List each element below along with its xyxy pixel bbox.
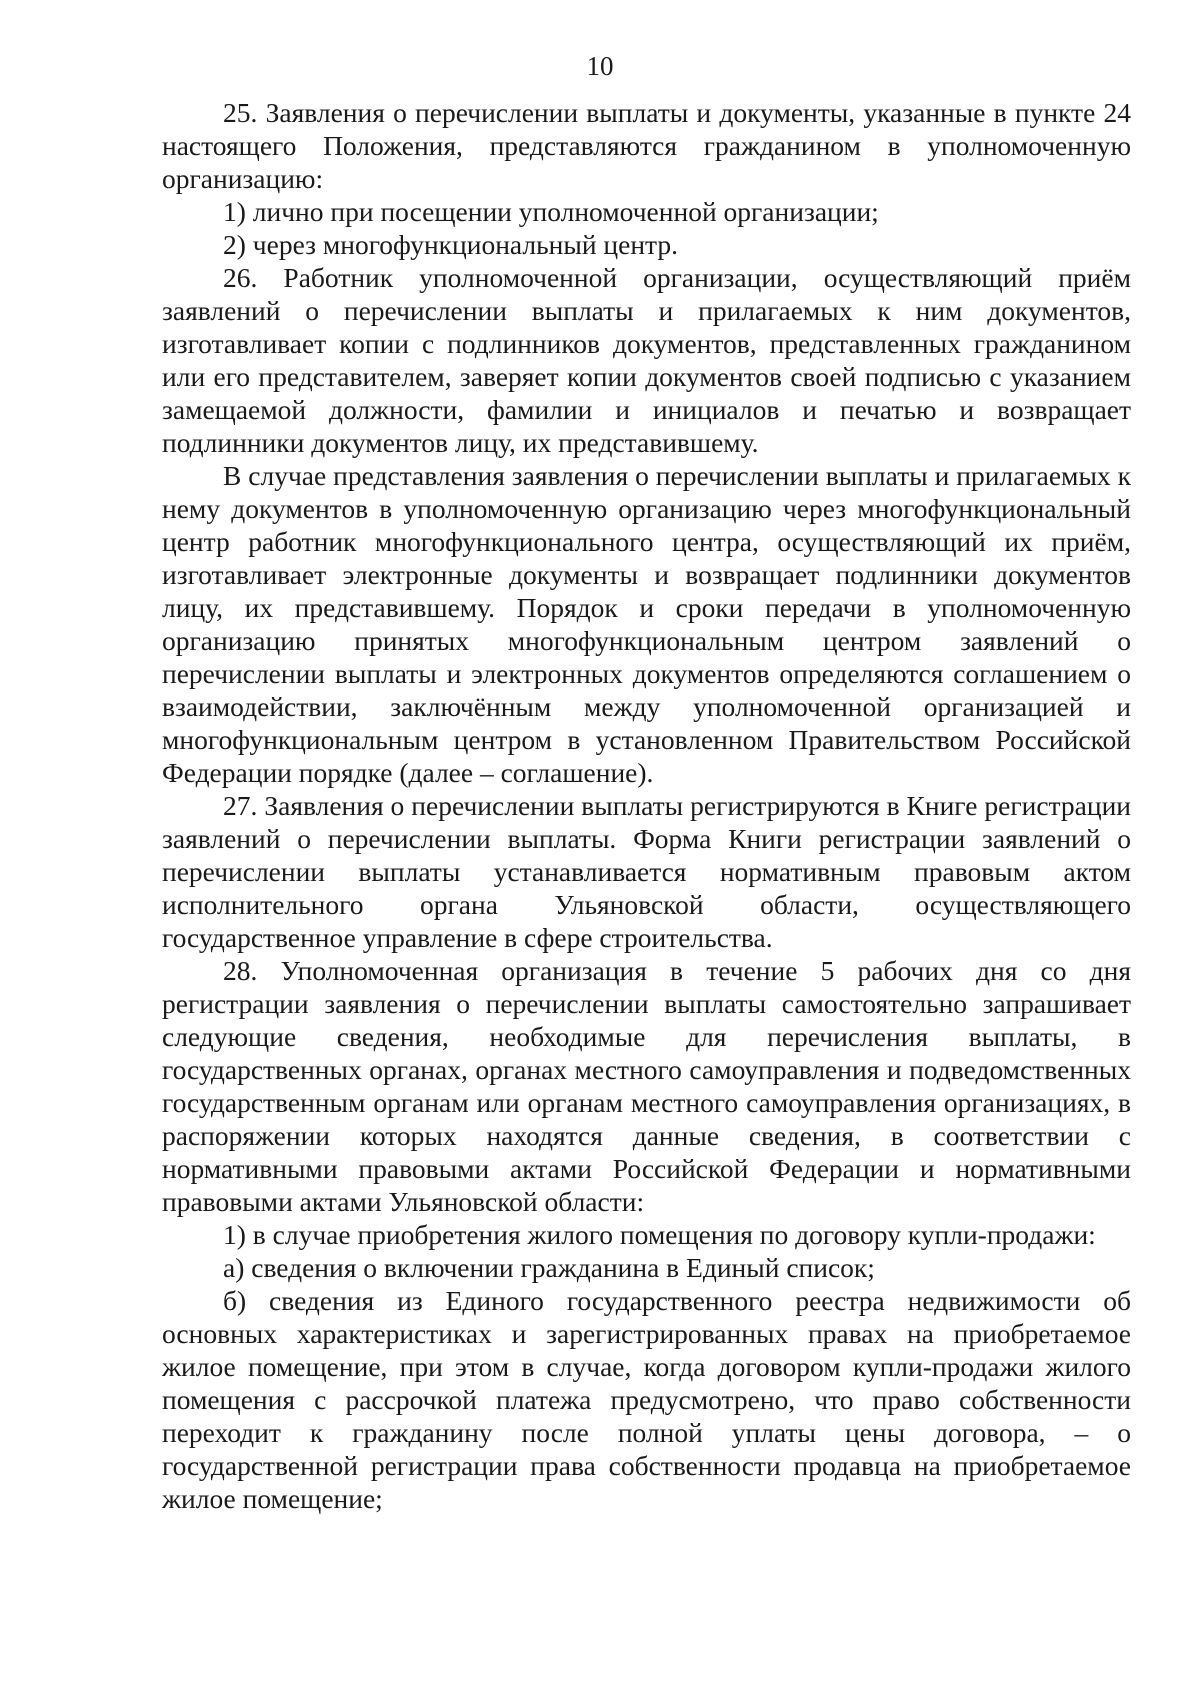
page-number: 10 bbox=[586, 51, 614, 81]
document-body bbox=[162, 96, 1131, 1515]
subitem-b: б) сведения из Единого государственного реестра недвижимости об основных характеристиках и зарегистрированных правах на приобретаемое жилое помещение, при этом в случае, когда договором купли-продажи жилого помещения с рассрочкой платежа предусмотрено, что право собственности переходит к гражданину после полной уплаты цены договора, – о государственной регистрации права собственности продавца на приобретаемое жилое помещение; bbox=[162, 1285, 1131, 1514]
paragraph-26-mfc: В случае представления заявления о перечислении выплаты и прилагаемых к нему документов в уполномоченную организацию через многофункциональный центр работник многофункционального центра, осуществляющий их приём, изготавливает электронные документы и возвращает подлинники документов лицу, их представившему. Порядок и сроки передачи в уполномоченную организацию принятых многофункциональным центром заявлений о перечислении выплаты и электронных документов определяются соглашением о взаимодействии, заключённым между уполномоченной организацией и многофункциональным центром в установленном Правительством Российской Федерации порядке (далее – соглашение). bbox=[162, 460, 1131, 788]
paragraph-26: 26. Работник уполномоченной организации, осуществляющий приём заявлений о перечислении выплаты и прилагаемых к ним документов, изготавливает копии с подлинников документов, представленных гражданином или его представителем, заверяет копии документов своей подписью с указанием замещаемой должности, фамилии и инициалов и печатью и возвращает подлинники документов лицу, их представившему. bbox=[162, 262, 1131, 458]
subitem-a: а) сведения о включении гражданина в Единый список; bbox=[223, 1252, 875, 1283]
paragraph-25: 25. Заявления о перечислении выплаты и документы, указанные в пункте 24 настоящего Положения, представляются гражданином в уполномоченную организацию: bbox=[162, 97, 1131, 194]
list-item-in-person: 1) лично при посещении уполномоченной организации; bbox=[223, 196, 879, 227]
list-item-purchase: 1) в случае приобретения жилого помещения по договору купли-продажи: bbox=[223, 1219, 1096, 1250]
list-item-mfc: 2) через многофункциональный центр. bbox=[223, 229, 679, 260]
paragraph-27: 27. Заявления о перечислении выплаты регистрируются в Книге регистрации заявлений о перечислении выплаты. Форма Книги регистрации заявлений о перечислении выплаты устанавливается нормативным правовым актом исполнительного органа Ульяновской области, осуществляющего государственное управление в сфере строительства. bbox=[162, 790, 1131, 953]
paragraph-28: 28. Уполномоченная организация в течение 5 рабочих дня со дня регистрации заявления о перечислении выплаты самостоятельно запрашивает следующие сведения, необходимые для перечисления выплаты, в государственных органах, органах местного самоуправления и подведомственных государственным органам или органам местного самоуправления организациях, в распоряжении которых находятся данные сведения, в соответствии с нормативными правовыми актами Российской Федерации и нормативными правовыми актами Ульяновской области: bbox=[162, 955, 1131, 1217]
